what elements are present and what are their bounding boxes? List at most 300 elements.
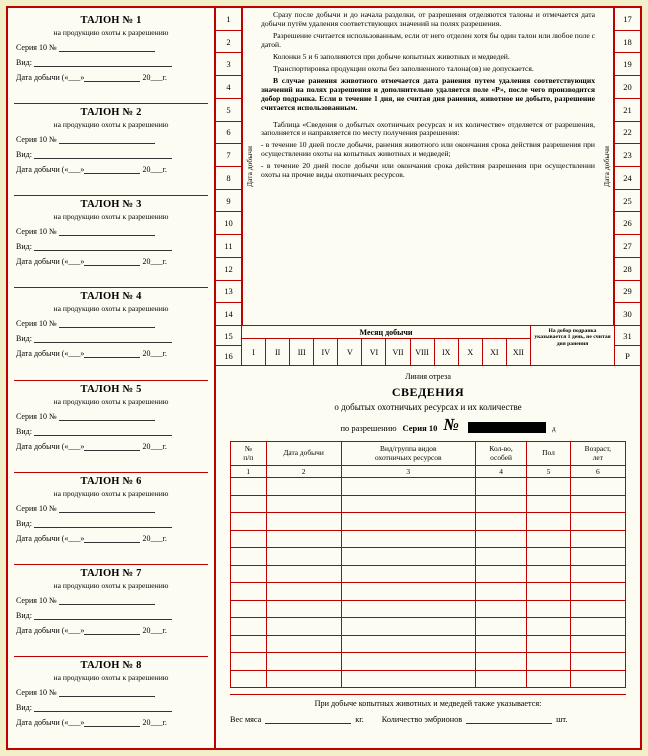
talon-vid-input[interactable] <box>34 242 172 251</box>
col-header-index <box>231 442 267 466</box>
table-cell[interactable] <box>341 548 475 566</box>
sht-label: шт. <box>556 715 568 724</box>
table-row[interactable] <box>231 600 626 618</box>
talon-vid-input[interactable] <box>34 703 172 712</box>
talon-vid-input[interactable] <box>34 150 172 159</box>
table-row[interactable] <box>231 635 626 653</box>
talon-vid-input[interactable] <box>34 58 172 67</box>
talon-date-tail: 20___г. <box>142 441 167 451</box>
table-cell[interactable] <box>475 530 526 548</box>
col-header-line: Кол-во, <box>489 443 513 453</box>
col-header-date <box>266 442 341 466</box>
col-header-line: № <box>244 443 252 453</box>
table-cell[interactable] <box>570 565 625 583</box>
day-cell[interactable]: 8 <box>216 167 241 190</box>
talon-vid-field[interactable] <box>16 519 208 528</box>
col-number: 5 <box>527 466 570 478</box>
talon-serie-label: Серия 10 № <box>16 687 57 697</box>
day-cell[interactable]: 19 <box>615 53 640 76</box>
talon-title: ТАЛОН № 3 <box>80 199 142 211</box>
table-cell[interactable] <box>266 635 341 653</box>
talon-date-month-input[interactable] <box>84 534 140 543</box>
month-cell[interactable]: IX <box>435 339 459 365</box>
table-cell[interactable] <box>527 478 570 496</box>
right-column <box>216 8 640 748</box>
day-cell[interactable]: 3 <box>216 53 241 76</box>
month-cell[interactable]: III <box>290 339 314 365</box>
talon-6 <box>14 473 208 565</box>
permit-no-label: № <box>443 415 459 434</box>
month-cell[interactable]: X <box>459 339 483 365</box>
talon-serie-label: Серия 10 № <box>16 227 57 237</box>
talon-serie-input[interactable] <box>59 504 155 513</box>
table-cell[interactable] <box>527 495 570 513</box>
table-cell[interactable] <box>475 548 526 566</box>
talon-date-month-input[interactable] <box>84 442 140 451</box>
table-row[interactable] <box>231 583 626 601</box>
table-cell[interactable] <box>475 565 526 583</box>
footer-fields <box>230 714 626 724</box>
day-cell[interactable]: 22 <box>615 122 640 145</box>
talon-date-field[interactable] <box>16 442 208 451</box>
rule-paragraph: Транспортировка продукции охоты без заполненного талона(ов) не допускается. <box>273 63 534 73</box>
talon-vid-label: Вид: <box>16 242 32 252</box>
table-cell[interactable] <box>570 670 625 688</box>
talon-title: ТАЛОН № 1 <box>80 15 142 26</box>
talon-date-month-input[interactable] <box>84 718 140 727</box>
table-cell[interactable] <box>527 583 570 601</box>
day-numbers-right <box>614 8 640 325</box>
table-cell[interactable] <box>570 495 625 513</box>
day-numbers-left <box>216 8 242 325</box>
table-cell[interactable] <box>527 548 570 566</box>
table-cell[interactable] <box>341 495 475 513</box>
day-cell[interactable]: 5 <box>216 99 241 122</box>
talon-subtitle: на продукцию охоты к разрешению <box>53 120 169 130</box>
permit-number-redaction <box>468 422 546 433</box>
talon-date-tail: 20___г. <box>142 625 167 635</box>
talon-serie-label: Серия 10 № <box>16 135 57 145</box>
talon-subtitle: на продукцию охоты к разрешению <box>53 304 169 314</box>
day-cell[interactable]: 18 <box>615 31 640 54</box>
table-cell[interactable] <box>341 600 475 618</box>
talon-serie-field[interactable] <box>16 135 208 144</box>
table-cell[interactable] <box>231 583 267 601</box>
col-header-line: Пол <box>542 448 555 458</box>
table-cell[interactable] <box>527 513 570 531</box>
day-cell[interactable]: 7 <box>216 144 241 167</box>
month-cell[interactable]: VII <box>386 339 410 365</box>
table-cell[interactable] <box>266 600 341 618</box>
day-cell[interactable]: 23 <box>615 144 640 167</box>
month-cell[interactable]: XI <box>483 339 507 365</box>
table-cell[interactable] <box>266 548 341 566</box>
talon-subtitle: на продукцию охоты к разрешению <box>53 580 169 590</box>
talon-date-label: Дата добычи («___» <box>16 441 85 451</box>
talon-date-field[interactable] <box>16 534 208 543</box>
month-cell[interactable]: IV <box>314 339 338 365</box>
talon-vid-label: Вид: <box>16 702 32 712</box>
month-cell[interactable]: V <box>338 339 362 365</box>
day-numbers-left-tail <box>216 326 242 365</box>
col-header-line: п/п <box>243 452 254 462</box>
talon-vid-input[interactable] <box>34 519 172 528</box>
col-number: 3 <box>341 466 475 478</box>
col-header-line: лет <box>592 452 603 462</box>
month-cell[interactable]: VIII <box>411 339 435 365</box>
table-row[interactable] <box>231 565 626 583</box>
talon-title: ТАЛОН № 5 <box>80 383 142 395</box>
talon-vid-field[interactable] <box>16 703 208 712</box>
talon-date-label: Дата добычи («___» <box>16 717 85 727</box>
col-number: 6 <box>570 466 625 478</box>
table-cell[interactable] <box>527 600 570 618</box>
day-cell[interactable]: 6 <box>216 122 241 145</box>
day-cell[interactable]: 15 <box>216 326 241 346</box>
month-cells <box>242 339 530 365</box>
col-header-line: Вид/группа видов <box>380 443 437 453</box>
talon-serie-label: Серия 10 № <box>16 595 57 605</box>
talon-serie-field[interactable] <box>16 688 208 697</box>
day-cell[interactable]: 14 <box>224 309 233 320</box>
svedeniya-header <box>216 385 640 433</box>
talon-date-field[interactable] <box>16 165 208 174</box>
permit-row <box>216 416 640 433</box>
talon-date-field[interactable] <box>16 626 208 635</box>
table-cell[interactable] <box>266 565 341 583</box>
talon-vid-input[interactable] <box>34 334 172 343</box>
table-cell[interactable] <box>266 670 341 688</box>
col-header-line: охотничьих ресурсов <box>375 452 442 462</box>
talon-vid-field[interactable] <box>16 611 208 620</box>
table-cell[interactable] <box>527 565 570 583</box>
talon-serie-input[interactable] <box>59 688 155 697</box>
month-grid <box>242 326 530 365</box>
talon-serie-label: Серия 10 № <box>16 43 57 52</box>
talon-vid-label: Вид: <box>16 426 32 436</box>
table-number-row <box>231 466 626 478</box>
permit-no-tail: д <box>551 425 556 433</box>
table-cell[interactable] <box>570 583 625 601</box>
talon-7 <box>14 565 208 657</box>
table-cell[interactable] <box>266 583 341 601</box>
ves-label: Вес мяса <box>230 715 262 724</box>
table-cell[interactable] <box>527 653 570 671</box>
day-cell-p[interactable]: Р <box>625 350 630 361</box>
table-header-row <box>231 442 626 466</box>
talon-serie-field[interactable] <box>16 412 208 421</box>
table-cell[interactable] <box>570 600 625 618</box>
talon-4 <box>14 288 208 380</box>
talon-date-label: Дата добычи («___» <box>16 625 85 635</box>
talon-date-tail: 20___г. <box>142 73 167 82</box>
talon-serie-field[interactable] <box>16 227 208 236</box>
talon-date-month-input[interactable] <box>84 73 140 82</box>
table-row[interactable] <box>231 670 626 688</box>
day-cell[interactable]: 16 <box>224 350 233 361</box>
table-cell[interactable] <box>266 478 341 496</box>
talon-serie-input[interactable] <box>59 596 155 605</box>
kg-label: кг. <box>355 715 364 724</box>
table-cell[interactable] <box>231 530 267 548</box>
table-cell[interactable] <box>475 583 526 601</box>
talon-date-tail: 20___г. <box>142 257 167 267</box>
table-cell[interactable] <box>475 478 526 496</box>
talon-date-tail: 20___г. <box>142 349 167 359</box>
table-cell[interactable] <box>341 670 475 688</box>
rule-paragraph: Таблица «Сведения о добытых охотничьих ресурсах и их количестве» отделяется от разрешения, заполняется и направляется по месту получения разрешения: <box>261 119 595 138</box>
talon-date-month-input[interactable] <box>84 626 140 635</box>
table-cell[interactable] <box>341 565 475 583</box>
col-header-age <box>570 442 625 466</box>
talon-subtitle: на продукцию охоты к разрешению <box>53 212 169 222</box>
rule-paragraph-bold: В случае ранения животного отмечается дата ранения путем удаления соответствующих значений на полях разрешения и дополнительно удаляется поле «Р», после чего производится добор подранка. Если в течение 1 дня, не считая дня ранения, животное не добыто, разрешение считается использованным. <box>261 75 595 112</box>
day-cell[interactable]: 24 <box>615 167 640 190</box>
table-cell[interactable] <box>341 618 475 636</box>
cut-line-label: Линия отреза <box>405 372 451 381</box>
table-row[interactable] <box>231 495 626 513</box>
rules-and-daygrid <box>216 8 640 326</box>
month-cell[interactable]: VI <box>362 339 386 365</box>
table-cell[interactable] <box>570 653 625 671</box>
talon-date-month-input[interactable] <box>84 349 140 358</box>
day-numbers-right-tail <box>614 326 640 365</box>
table-cell[interactable] <box>475 513 526 531</box>
talon-title: ТАЛОН № 6 <box>80 475 142 487</box>
talon-vid-field[interactable] <box>16 427 208 436</box>
col-header-species <box>341 442 475 466</box>
table-cell[interactable] <box>266 653 341 671</box>
talon-subtitle: на продукцию охоты к разрешению <box>53 28 169 37</box>
table-cell[interactable] <box>231 670 267 688</box>
table-cell[interactable] <box>527 618 570 636</box>
rule-paragraph: - в течение 20 дней после добычи или окончания срока действия разрешения при осуществлении охоты на прочие виды охотничьих ресурсов. <box>261 161 595 180</box>
talon-vid-label: Вид: <box>16 334 32 344</box>
talon-subtitle: на продукцию охоты к разрешению <box>53 396 169 406</box>
table-cell[interactable] <box>231 653 267 671</box>
talon-serie-field[interactable] <box>16 43 208 52</box>
day-cell[interactable]: 17 <box>615 8 640 31</box>
table-cell[interactable] <box>527 670 570 688</box>
table-cell[interactable] <box>231 600 267 618</box>
day-cell[interactable]: 1 <box>216 8 241 31</box>
talon-8 <box>14 657 208 748</box>
table-body <box>231 478 626 688</box>
month-cell[interactable]: II <box>266 339 290 365</box>
day-cell[interactable]: 4 <box>216 76 241 99</box>
day-cell[interactable]: 21 <box>615 99 640 122</box>
table-cell[interactable] <box>475 635 526 653</box>
day-cell[interactable]: 26 <box>615 212 640 235</box>
talon-title: ТАЛОН № 7 <box>80 567 142 579</box>
day-grid-label-right: Дата добычи <box>600 8 614 325</box>
day-cell[interactable]: 29 <box>615 281 640 304</box>
day-grid-label-left: Дата добычи <box>242 8 256 325</box>
talon-serie-field[interactable] <box>16 596 208 605</box>
table-cell[interactable] <box>475 670 526 688</box>
talons-column <box>8 8 216 748</box>
talon-date-label: Дата добычи («___» <box>16 257 85 267</box>
col-header-count <box>475 442 526 466</box>
talon-5 <box>14 381 208 473</box>
col-header-line: особей <box>490 452 512 462</box>
col-header-line: Дата добычи <box>283 448 324 458</box>
permit-label: по разрешению <box>340 423 397 433</box>
permit-serie-label: Серия 10 <box>402 423 438 433</box>
talon-vid-field[interactable] <box>16 150 208 159</box>
day-cell[interactable]: 28 <box>615 258 640 281</box>
talon-serie-label: Серия 10 № <box>16 411 57 421</box>
talon-serie-label: Серия 10 № <box>16 319 57 329</box>
table-cell[interactable] <box>570 618 625 636</box>
talon-vid-field[interactable] <box>16 242 208 251</box>
talon-title: ТАЛОН № 8 <box>80 659 142 671</box>
talon-vid-input[interactable] <box>34 611 172 620</box>
footer-block <box>216 694 640 724</box>
embryo-label: Количество эмбрионов <box>381 715 463 724</box>
day-cell[interactable]: 13 <box>216 281 241 304</box>
talon-vid-label: Вид: <box>16 58 32 67</box>
table-cell[interactable] <box>570 513 625 531</box>
table-row[interactable] <box>231 478 626 496</box>
permit-sheet <box>6 6 642 750</box>
talon-vid-label: Вид: <box>16 610 32 620</box>
table-cell[interactable] <box>341 478 475 496</box>
table-cell[interactable] <box>475 495 526 513</box>
table-cell[interactable] <box>231 478 267 496</box>
table-cell[interactable] <box>266 530 341 548</box>
day-cell[interactable]: 27 <box>615 235 640 258</box>
talon-vid-input[interactable] <box>34 427 172 436</box>
rule-paragraph: Разрешение считается использованным, если от него отделен хотя бы один талон или любое поле с датой. <box>261 30 595 49</box>
talon-vid-label: Вид: <box>16 518 32 528</box>
day-cell[interactable]: 30 <box>623 309 632 320</box>
talon-serie-input[interactable] <box>59 319 155 328</box>
talon-title: ТАЛОН № 2 <box>80 107 142 119</box>
table-cell[interactable] <box>231 495 267 513</box>
talon-serie-input[interactable] <box>59 412 155 421</box>
table-cell[interactable] <box>266 618 341 636</box>
talon-date-field[interactable] <box>16 257 208 266</box>
talon-1 <box>14 12 208 104</box>
talon-date-label: Дата добычи («___» <box>16 349 85 359</box>
harvest-table <box>230 441 626 688</box>
table-cell[interactable] <box>341 583 475 601</box>
talon-date-tail: 20___г. <box>142 717 167 727</box>
talon-date-label: Дата добычи («___» <box>16 533 85 543</box>
table-cell[interactable] <box>231 565 267 583</box>
talon-date-month-input[interactable] <box>84 257 140 266</box>
col-number: 1 <box>231 466 267 478</box>
talon-2 <box>14 104 208 196</box>
table-cell[interactable] <box>231 548 267 566</box>
day-cell[interactable]: 11 <box>216 235 241 258</box>
talon-3 <box>14 196 208 288</box>
footer-note: При добыче копытных животных и медведей также указывается: <box>230 694 626 708</box>
table-cell[interactable] <box>570 635 625 653</box>
talon-serie-field[interactable] <box>16 504 208 513</box>
month-cell[interactable]: XII <box>512 347 524 357</box>
table-cell[interactable] <box>266 495 341 513</box>
embryo-input[interactable] <box>466 714 552 724</box>
table-cell[interactable] <box>527 635 570 653</box>
talon-date-field[interactable] <box>16 718 208 727</box>
rule-paragraph: - в течение 10 дней после добычи, ранения животного или окончания срока действия разрешения при осуществлении охоты на копытных животных и медведей; <box>261 140 595 159</box>
talon-serie-input[interactable] <box>59 43 155 52</box>
month-block <box>216 326 640 366</box>
talon-date-field[interactable] <box>16 349 208 358</box>
col-number: 4 <box>475 466 526 478</box>
table-cell[interactable] <box>341 635 475 653</box>
svedeniya-subtitle: о добытых охотничьих ресурсах и их количестве <box>334 402 522 412</box>
day-cell[interactable]: 25 <box>615 190 640 213</box>
table-cell[interactable] <box>475 653 526 671</box>
table-row[interactable] <box>231 513 626 531</box>
table-cell[interactable] <box>341 513 475 531</box>
talon-serie-label: Серия 10 № <box>16 503 57 513</box>
rule-paragraph: Сразу после добычи и до начала разделки, от разрешения отделяются талоны и отмечается дата добычи путём удаления соответствующих значений на полях разрешения. <box>261 10 595 28</box>
table-cell[interactable] <box>231 618 267 636</box>
table-row[interactable] <box>231 653 626 671</box>
talon-date-label: Дата добычи («___» <box>16 165 85 175</box>
table-cell[interactable] <box>527 530 570 548</box>
talon-title: ТАЛОН № 4 <box>80 291 142 303</box>
day-cell[interactable]: 31 <box>615 326 640 346</box>
col-header-sex <box>527 442 570 466</box>
table-cell[interactable] <box>570 530 625 548</box>
table-cell[interactable] <box>341 653 475 671</box>
day-cell[interactable]: 20 <box>615 76 640 99</box>
talon-subtitle: на продукцию охоты к разрешению <box>53 672 169 682</box>
dobor-note: На добор подранка указывается 1 день, не считая дня ранения <box>530 326 614 365</box>
talon-date-month-input[interactable] <box>84 165 140 174</box>
day-cell[interactable]: 2 <box>216 31 241 54</box>
talon-vid-label: Вид: <box>16 150 32 160</box>
col-header-line: Возраст, <box>584 443 611 453</box>
month-cell[interactable]: I <box>242 339 266 365</box>
table-cell[interactable] <box>231 635 267 653</box>
svedeniya-title: СВЕДЕНИЯ <box>391 385 465 399</box>
table-cell[interactable] <box>570 478 625 496</box>
table-row[interactable] <box>231 618 626 636</box>
table-row[interactable] <box>231 530 626 548</box>
rules-text <box>256 8 600 325</box>
table-cell[interactable] <box>475 618 526 636</box>
table-cell[interactable] <box>266 513 341 531</box>
talon-serie-input[interactable] <box>59 227 155 236</box>
talon-serie-input[interactable] <box>59 135 155 144</box>
table-cell[interactable] <box>570 548 625 566</box>
talon-vid-field[interactable] <box>16 58 208 67</box>
day-cell[interactable]: 12 <box>216 258 241 281</box>
ves-input[interactable] <box>265 714 351 724</box>
talon-serie-field[interactable] <box>16 319 208 328</box>
table-cell[interactable] <box>341 530 475 548</box>
table-cell[interactable] <box>475 600 526 618</box>
rule-paragraph: Колонки 5 и 6 заполняются при добыче копытных животных и медведей. <box>273 51 510 61</box>
talon-subtitle: на продукцию охоты к разрешению <box>53 488 169 498</box>
talon-date-tail: 20___г. <box>142 165 167 175</box>
month-header: Месяц добычи <box>242 326 530 339</box>
table-row[interactable] <box>231 548 626 566</box>
talon-date-tail: 20___г. <box>142 533 167 543</box>
talon-date-field[interactable] <box>16 73 208 82</box>
day-cell[interactable]: 9 <box>216 190 241 213</box>
talon-vid-field[interactable] <box>16 334 208 343</box>
table-cell[interactable] <box>231 513 267 531</box>
talon-date-label: Дата добычи («___» <box>16 73 85 82</box>
day-cell[interactable]: 10 <box>216 212 241 235</box>
